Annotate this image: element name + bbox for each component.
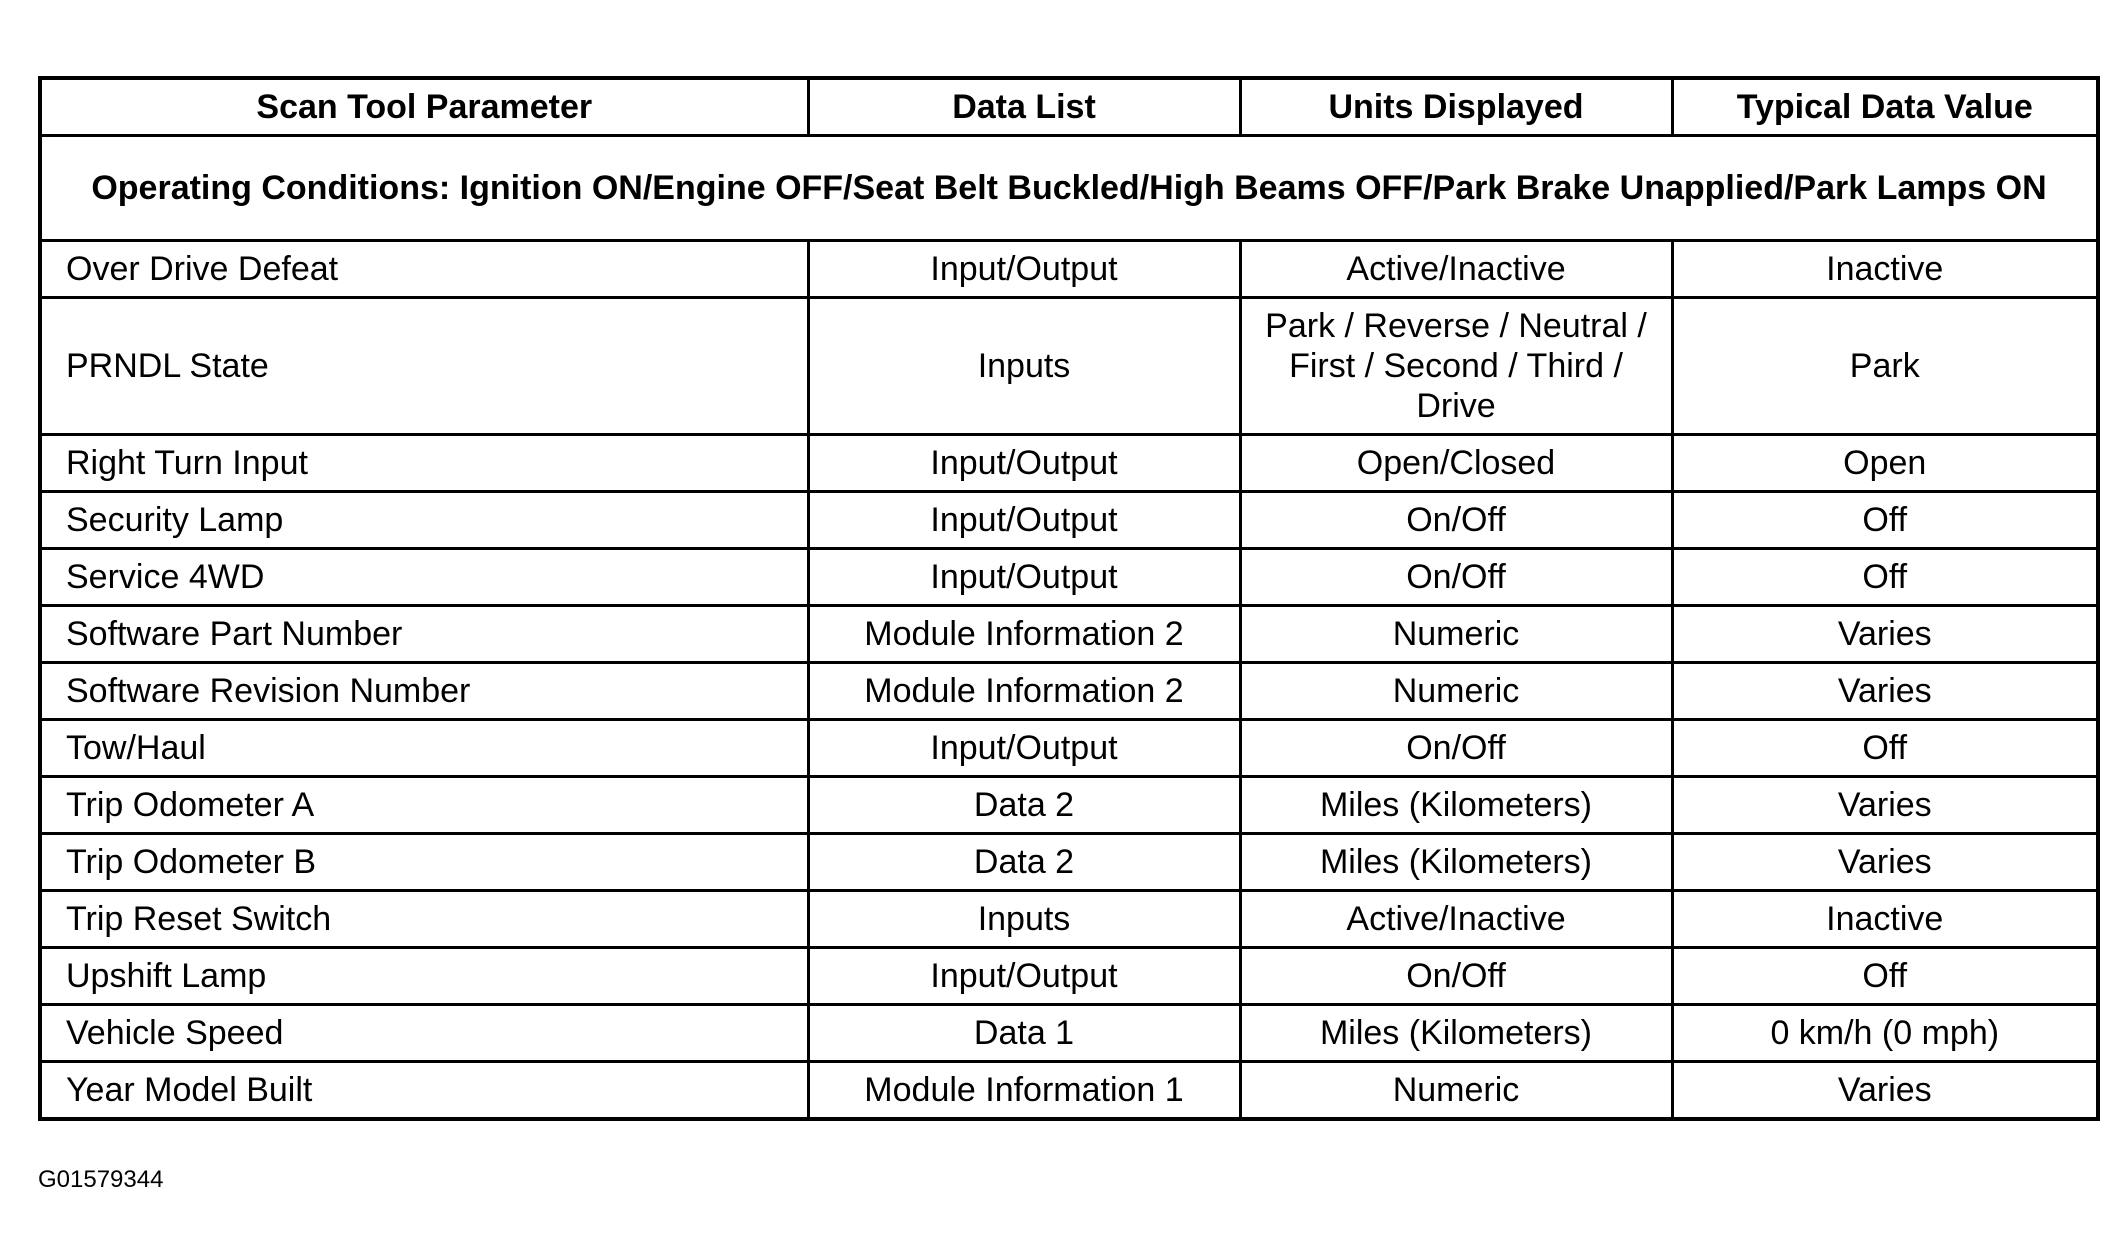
data-list-cell: Input/Output [808, 492, 1240, 549]
data-list-cell: Data 2 [808, 834, 1240, 891]
typical-data-value-cell: Off [1672, 492, 2098, 549]
scan-tool-parameter-cell: Software Revision Number [40, 663, 808, 720]
data-list-cell: Input/Output [808, 948, 1240, 1005]
scan-tool-parameter-cell: Trip Odometer A [40, 777, 808, 834]
typical-data-value-cell: Off [1672, 549, 2098, 606]
scan-tool-parameter-cell: Software Part Number [40, 606, 808, 663]
typical-data-value-cell: Open [1672, 435, 2098, 492]
units-displayed-cell: Miles (Kilometers) [1240, 834, 1672, 891]
units-displayed-cell: Active/Inactive [1240, 241, 1672, 298]
table-row [40, 241, 2098, 298]
data-list-cell: Module Information 1 [808, 1062, 1240, 1120]
units-displayed-cell: Miles (Kilometers) [1240, 1005, 1672, 1062]
units-displayed-cell: Numeric [1240, 1062, 1672, 1120]
typical-data-value-cell: Varies [1672, 777, 2098, 834]
typical-data-value-cell: Varies [1672, 606, 2098, 663]
operating-conditions: Operating Conditions: Ignition ON/Engine OFF/Seat Belt Buckled/High Beams OFF/Park Brake Unapplied/Park Lamps ON [40, 136, 2098, 241]
units-displayed-cell: On/Off [1240, 948, 1672, 1005]
scan-tool-parameter-cell: Tow/Haul [40, 720, 808, 777]
typical-data-value-cell: 0 km/h (0 mph) [1672, 1005, 2098, 1062]
data-list-cell: Data 1 [808, 1005, 1240, 1062]
typical-data-value-cell: Inactive [1672, 241, 2098, 298]
units-displayed-cell: Numeric [1240, 606, 1672, 663]
units-displayed-cell: Active/Inactive [1240, 891, 1672, 948]
table-row [40, 948, 2098, 1005]
typical-data-value-cell: Varies [1672, 834, 2098, 891]
scan-tool-data-table [38, 76, 2100, 1121]
operating-conditions-row [40, 136, 2098, 241]
units-displayed-cell: Open/Closed [1240, 435, 1672, 492]
typical-data-value-cell: Inactive [1672, 891, 2098, 948]
data-list-cell: Input/Output [808, 435, 1240, 492]
table-row [40, 663, 2098, 720]
data-list-cell: Inputs [808, 298, 1240, 435]
data-list-cell: Input/Output [808, 720, 1240, 777]
table-header-row [40, 78, 2098, 136]
units-displayed-cell: On/Off [1240, 549, 1672, 606]
scan-tool-parameter-cell: Security Lamp [40, 492, 808, 549]
typical-data-value-cell: Varies [1672, 663, 2098, 720]
scan-tool-parameter-cell: Right Turn Input [40, 435, 808, 492]
scan-tool-data-table-wrapper [38, 76, 2096, 1121]
header-typical-data-value: Typical Data Value [1672, 78, 2098, 136]
scan-tool-parameter-cell: PRNDL State [40, 298, 808, 435]
table-row [40, 298, 2098, 435]
scan-tool-parameter-cell: Year Model Built [40, 1062, 808, 1120]
table-row [40, 606, 2098, 663]
units-displayed-cell: On/Off [1240, 492, 1672, 549]
data-list-cell: Module Information 2 [808, 663, 1240, 720]
data-list-cell: Module Information 2 [808, 606, 1240, 663]
table-row [40, 891, 2098, 948]
typical-data-value-cell: Park [1672, 298, 2098, 435]
data-list-cell: Input/Output [808, 241, 1240, 298]
units-displayed-cell: On/Off [1240, 720, 1672, 777]
table-row [40, 777, 2098, 834]
table-row [40, 549, 2098, 606]
table-row [40, 720, 2098, 777]
data-list-cell: Data 2 [808, 777, 1240, 834]
header-data-list: Data List [808, 78, 1240, 136]
figure-id: G01579344 [38, 1166, 164, 1193]
units-displayed-cell: Miles (Kilometers) [1240, 777, 1672, 834]
scan-tool-parameter-cell: Trip Reset Switch [40, 891, 808, 948]
table-row [40, 1005, 2098, 1062]
table-row [40, 492, 2098, 549]
typical-data-value-cell: Off [1672, 948, 2098, 1005]
typical-data-value-cell: Varies [1672, 1062, 2098, 1120]
units-displayed-cell: Numeric [1240, 663, 1672, 720]
header-scan-tool-parameter: Scan Tool Parameter [40, 78, 808, 136]
table-row [40, 834, 2098, 891]
data-list-cell: Input/Output [808, 549, 1240, 606]
header-units-displayed: Units Displayed [1240, 78, 1672, 136]
scan-tool-parameter-cell: Upshift Lamp [40, 948, 808, 1005]
scan-tool-parameter-cell: Over Drive Defeat [40, 241, 808, 298]
scan-tool-parameter-cell: Vehicle Speed [40, 1005, 808, 1062]
scan-tool-parameter-cell: Trip Odometer B [40, 834, 808, 891]
data-list-cell: Inputs [808, 891, 1240, 948]
units-displayed-cell: Park / Reverse / Neutral / First / Second / Third / Drive [1240, 298, 1672, 435]
table-row [40, 435, 2098, 492]
table-row [40, 1062, 2098, 1120]
scan-tool-parameter-cell: Service 4WD [40, 549, 808, 606]
typical-data-value-cell: Off [1672, 720, 2098, 777]
